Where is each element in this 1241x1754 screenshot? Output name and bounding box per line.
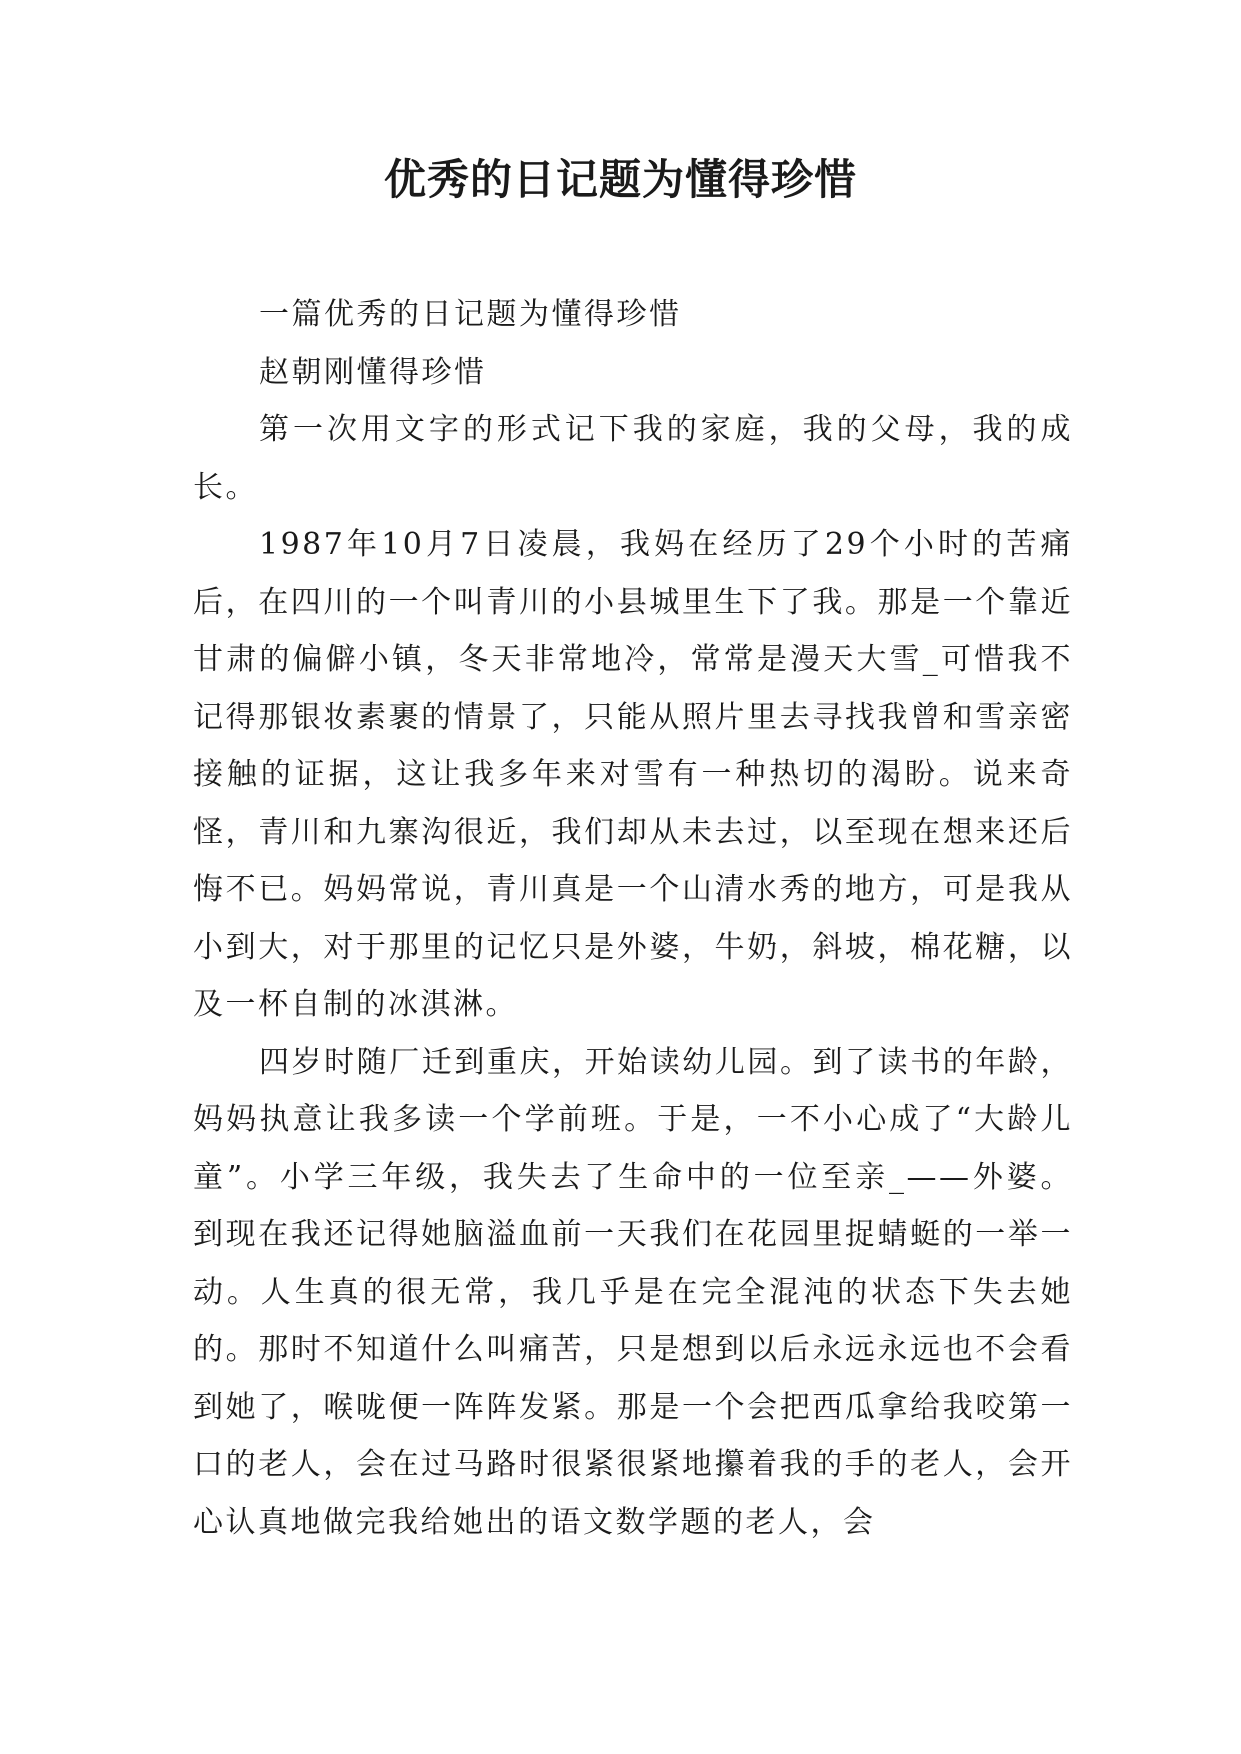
document-title: 优秀的日记题为懂得珍惜 <box>383 155 857 204</box>
paragraph-childhood: 四岁时随厂迁到重庆，开始读幼儿园。到了读书的年龄，妈妈执意让我多读一个学前班。于是，一不小心成了“大龄儿童”。小学三年级，我失去了生命中的一位至亲_——外婆。到现在我还记得她脑溢血前一天我们在花园里捉蜻蜓的一举一动。人生真的很无常，我几乎是在完全混沌的状态下失去她的。那时不知道什么叫痛苦，只是想到以后永远永远也不会看到她了，喉咙便一阵阵发紧。那是一个会把西瓜拿给我咬第一口的老人，会在过马路时很紧很紧地攥着我的手的老人，会开心认真地做完我给她出的语文数学题的老人，会 <box>193 1044 1073 1540</box>
paragraph-birth: 1987年10月7日凌晨，我妈在经历了29个小时的苦痛后，在四川的一个叫青川的小县城里生下了我。那是一个靠近甘肃的偏僻小镇，冬天非常地冷，常常是漫天大雪_可惜我不记得那银妆素裹的情景了，只能从照片里去寻找我曾和雪亲密接触的证据，这让我多年来对雪有一种热切的渴盼。说来奇怪，青川和九寨沟很近，我们却从未去过，以至现在想来还后悔不已。妈妈常说，青川真是一个山清水秀的地方，可是我从小到大，对于那里的记忆只是外婆，牛奶，斜坡，棉花糖，以及一杯自制的冰淇淋。 <box>193 527 1073 1022</box>
document-body <box>193 286 1073 1551</box>
paragraph-intro: 第一次用文字的形式记下我的家庭，我的父母，我的成长。 <box>193 412 1073 505</box>
paragraph-subtitle: 一篇优秀的日记题为懂得珍惜 <box>259 297 682 332</box>
paragraph-author-line: 赵朝刚懂得珍惜 <box>259 354 487 390</box>
